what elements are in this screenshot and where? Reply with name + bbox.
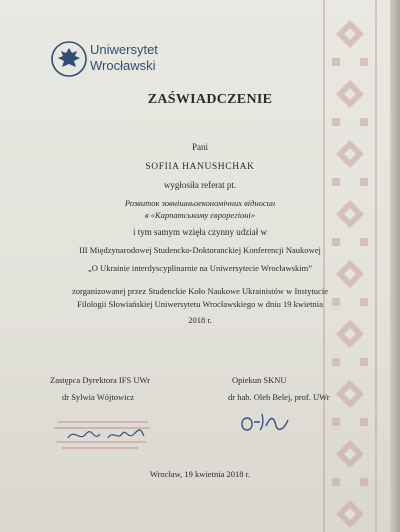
right-handwritten-signature: [236, 408, 296, 434]
university-name-line2: Wrocławski: [90, 58, 156, 73]
official-stamp-with-signature: [38, 416, 178, 452]
recipient-name: SOFIIA HANUSHCHAK: [145, 162, 255, 172]
certificate-title: ZAŚWIADCZENIE: [147, 92, 273, 107]
topic-line-1: Розвиток зовнішньоекономічних відносин: [124, 198, 276, 208]
university-name-line1: Uniwersytet: [90, 42, 158, 57]
organizer-line-2: Filologii Słowiańskiej Uniwersytetu Wrocławskiego w dniu 19 kwietnia: [77, 299, 323, 309]
topic-line-2: в «Карпатському єврорегіоні»: [144, 210, 256, 220]
presented-text: wygłosiła referat pt.: [163, 180, 237, 190]
left-signatory-role: Zastępca Dyrektora IFS UWr: [50, 375, 150, 385]
right-signatory-role: Opiekun SKNU: [232, 375, 287, 385]
conference-year: 2018 r.: [188, 315, 212, 325]
conference-name: III Międzynarodowej Studencko-Doktoranckiej Konferencji Naukowej: [79, 245, 321, 255]
participation-text: i tym samym wzięła czynny udział w: [133, 227, 267, 237]
organizer-line-1: zorganizowanej przez Studenckie Koło Naukowe Ukrainistów w Instytucie: [72, 286, 328, 296]
right-signatory-name: dr hab. Oleh Belej, prof. UWr: [228, 392, 330, 402]
left-signatory-name: dr Sylwia Wójtowicz: [62, 392, 135, 402]
salutation: Pani: [191, 142, 208, 152]
place-and-date: Wrocław, 19 kwietnia 2018 r.: [149, 469, 251, 479]
university-name: [90, 42, 158, 74]
conference-title: „O Ukrainie interdyscyplinarnie na Uniwersytecie Wrocławskim”: [88, 263, 312, 273]
